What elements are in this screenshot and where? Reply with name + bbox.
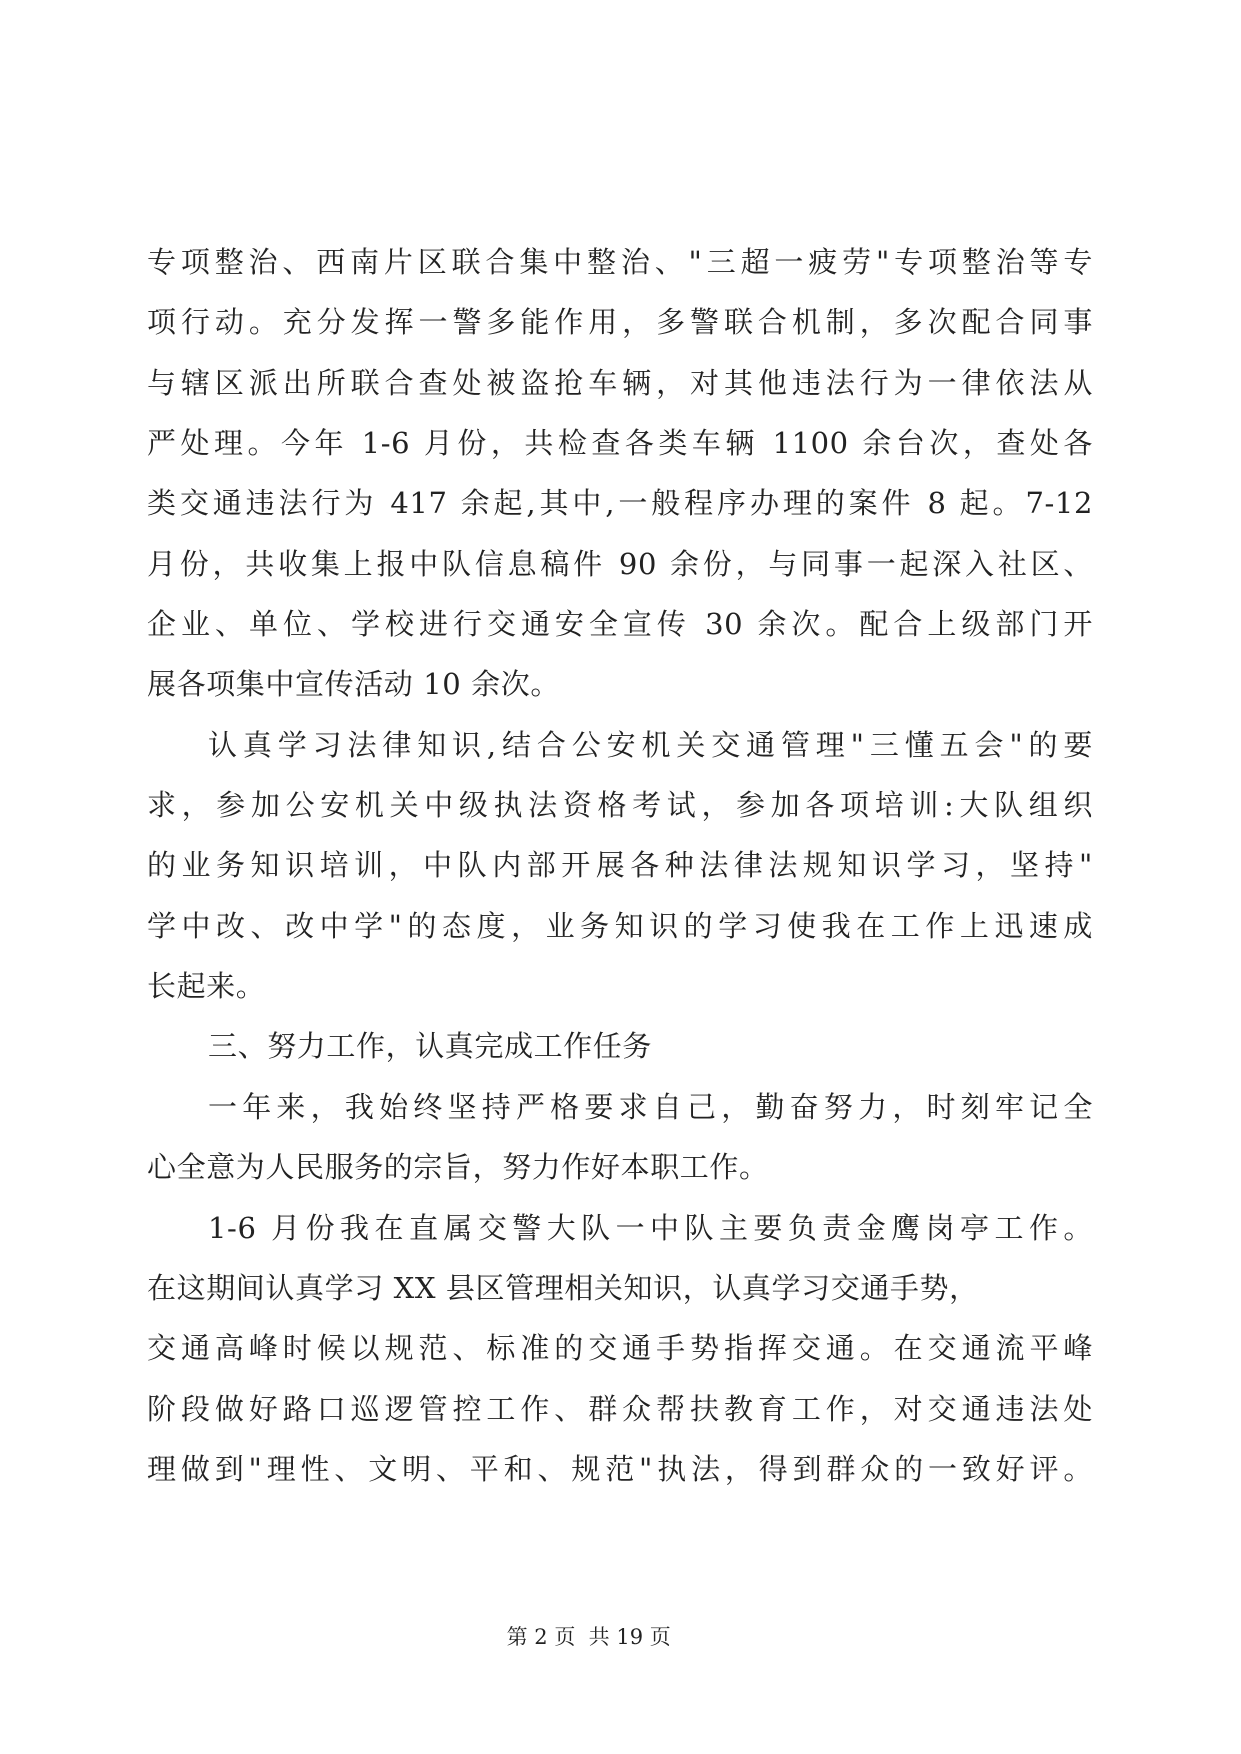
text-line: 项行动。充分发挥一警多能作用，多警联合机制，多次配合同事 xyxy=(147,305,1093,340)
page-footer xyxy=(432,1592,732,1649)
section-heading xyxy=(147,1016,1093,1076)
text-line: 类交通违法行为 417 余起,其中,一般程序办理的案件 8 起。7-12 xyxy=(147,486,1093,521)
text-line: 在这期间认真学习 XX 县区管理相关知识，认真学习交通手势， xyxy=(147,1270,979,1305)
text-line: 认真学习法律知识,结合公安机关交通管理"三懂五会"的要 xyxy=(208,727,1093,762)
paragraph xyxy=(147,715,1093,1017)
document-page-body xyxy=(147,232,1093,1499)
paragraph xyxy=(147,1077,1093,1198)
paragraph xyxy=(147,1198,1093,1500)
text-line: 求，参加公安机关中级执法资格考试，参加各项培训:大队组织 xyxy=(147,788,1093,823)
text-line: 专项整治、西南片区联合集中整治、"三超一疲劳"专项整治等专 xyxy=(147,245,1093,279)
text-line: 交通高峰时候以规范、标准的交通手势指挥交通。在交通流平峰 xyxy=(147,1331,1093,1366)
page-number-indicator: 第 2 页 共 19 页 xyxy=(506,1625,671,1649)
text-line: 月份，共收集上报中队信息稿件 90 余份，与同事一起深入社区、 xyxy=(147,546,1093,581)
section-heading-text: 三、努力工作，认真完成工作任务 xyxy=(208,1029,653,1064)
text-line: 展各项集中宣传活动 10 余次。 xyxy=(147,667,560,702)
text-line: 严处理。今年 1-6 月份，共检查各类车辆 1100 余台次，查处各 xyxy=(147,426,1093,461)
text-line: 学中改、改中学"的态度，业务知识的学习使我在工作上迅速成 xyxy=(147,908,1093,943)
paragraph xyxy=(147,232,1093,715)
text-line: 心全意为人民服务的宗旨，努力作好本职工作。 xyxy=(147,1150,769,1185)
text-line: 长起来。 xyxy=(147,969,266,1004)
text-line: 1-6 月份我在直属交警大队一中队主要负责金鹰岗亭工作。 xyxy=(208,1210,1093,1245)
text-line: 理做到"理性、文明、平和、规范"执法，得到群众的一致好评。 xyxy=(147,1451,1093,1486)
text-line: 企业、单位、学校进行交通安全宣传 30 余次。配合上级部门开 xyxy=(147,607,1093,642)
text-line: 一年来，我始终坚持严格要求自己，勤奋努力，时刻牢记全 xyxy=(208,1089,1093,1124)
text-line: 阶段做好路口巡逻管控工作、群众帮扶教育工作，对交通违法处 xyxy=(147,1391,1093,1426)
text-line: 与辖区派出所联合查处被盗抢车辆，对其他违法行为一律依法从 xyxy=(147,365,1093,400)
text-line: 的业务知识培训，中队内部开展各种法律法规知识学习，坚持" xyxy=(147,848,1093,883)
